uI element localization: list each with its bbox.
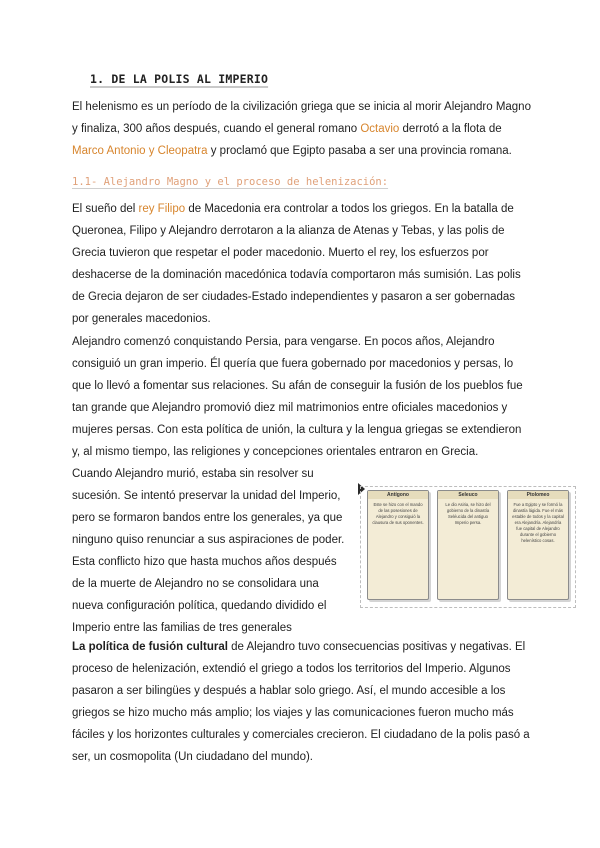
diagram-frame <box>360 486 576 608</box>
diagram-card-seleuco <box>437 490 499 600</box>
highlighted-name: Octavio <box>360 123 400 135</box>
paragraph-intro <box>72 96 532 162</box>
generals-diagram <box>358 483 576 607</box>
highlighted-name: Marco Antonio y Cleopatra <box>72 145 208 157</box>
card-title: Ptolomeo <box>508 491 568 499</box>
card-text: Este se hizo con el mando de las posesiones de Alejandro y consiguió la clausura de sus oponentes. <box>372 502 424 525</box>
paragraph-filipo <box>72 198 532 330</box>
text-run: derrotó a la flota de <box>399 123 502 135</box>
text-run: y proclamó que Egipto pasaba a ser una provincia romana. <box>207 145 512 157</box>
card-text: Le dio Asiria, se hizo del gobierno de la dinastía Seléucida del antiguo Imperio persa. <box>445 502 491 525</box>
text-run: de Macedonia era controlar a todos los griegos. En la batalla de Queronea, Filipo y Alejandro derrotaron a la alianza de Atenas y Tebas, y las polis de Grecia tuvieron que respetar el poder macedonio. Muerto el rey, los esfuerzos por deshacerse de la dominación macedónica todavía comportaron más sumisión. Las polis de Grecia dejaron de ser ciudades-Estado independientes y pasaron a ser gobernadas por generales macedonios. <box>72 203 521 325</box>
diagram-card-ptolomeo <box>507 490 569 600</box>
bold-phrase: La política de fusión cultural <box>72 641 228 653</box>
card-title: Seleuco <box>438 491 498 499</box>
text-run: de Alejandro tuvo consecuencias positivas y negativas. El proceso de helenización, extendió el griego a todos los territorios del Imperio. Algunos pasaron a ser bilingües y después a hablar solo griego. Así, el mundo accesible a los griegos se hizo mucho más amplio; los viajes y las comunicaciones fueron mucho más fáciles y los horizontes culturales y comerciales crecieron. El ciudadano de la polis pasó a ser, un cosmopolita (Un ciudadano del mundo). <box>72 641 530 763</box>
subsection-heading: 1.1- Alejandro Magno y el proceso de helenización: <box>72 176 389 188</box>
paragraph-sucesion: Cuando Alejandro murió, estaba sin resolver su sucesión. Se intentó preservar la unidad del Imperio, pero se formaron bandos entre los generales, ya que ninguno quiso renunciar a sus aspiraciones de poder. Esta conflicto hizo que hasta muchos años después de la muerte de Alejandro no se consolidara una nueva configuración política, quedando dividido el Imperio entre las familias de tres generales <box>72 468 345 634</box>
paragraph-fusion-cultural <box>72 636 532 768</box>
highlighted-name: rey Filipo <box>138 203 186 215</box>
diagram-card-antigono <box>367 490 429 600</box>
text-run: El sueño del <box>72 203 139 215</box>
card-title: Antígono <box>368 491 428 499</box>
paragraph-alejandro: Alejandro comenzó conquistando Persia, para vengarse. En pocos años, Alejandro consiguió un gran imperio. Él quería que fuera gobernado por macedonios y persas, lo que lo llevó a fomentar sus relaciones. Su afán de conseguir la fusión de los pueblos fue tan grande que Alejandro promovió diez mil matrimonios entre oficiales macedonios y mujeres persas. Con esta política de unión, la cultura y la lengua griegas se extendieron y, al mismo tiempo, las religiones y concepciones orientales entraron en Grecia. <box>72 336 523 458</box>
section-heading: 1. DE LA POLIS AL IMPERIO <box>90 72 269 86</box>
text-run: El helenismo es un período de la civilización griega que se inicia al morir Alejandro Magno y finaliza, 300 años después, cuando el general romano <box>72 101 531 135</box>
card-text: Fue a Egipto y se formó la dinastía lágida. Fue el más estable de todos y la capital era Alejandría. Alejandría fue capital de Alejandro durante el gobierno helenístico cosas. <box>512 502 564 543</box>
